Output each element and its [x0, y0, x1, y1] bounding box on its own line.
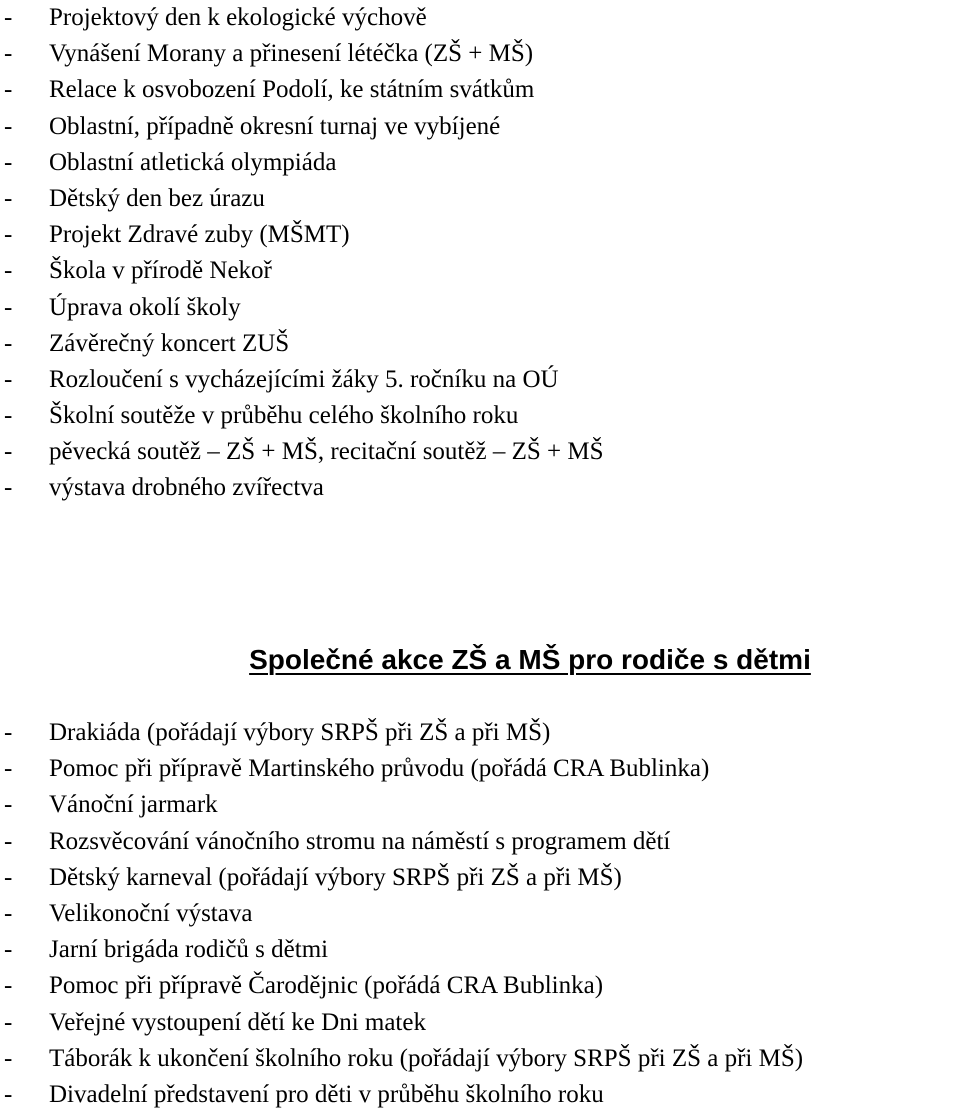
list-item-text: Táborák k ukončení školního roku (pořádají výbory SRPŠ při ZŠ a při MŠ) [49, 1044, 804, 1072]
list-item-text: Velikonoční výstava [49, 899, 253, 927]
section-heading-text: Společné akce ZŠ a MŠ pro rodiče s dětmi [249, 644, 811, 675]
list-item-text: Vánoční jarmark [49, 791, 218, 819]
list-item-text: Divadelní představení pro děti v průběhu školního roku [49, 1080, 604, 1108]
list-item-text: Oblastní, případně okresní turnaj ve vybíjené [49, 112, 501, 140]
list-item-text: Projektový den k ekologické výchově [49, 4, 427, 31]
list-dash: - [4, 257, 13, 285]
list-item-text: Drakiáda (pořádají výbory SRPŠ při ZŠ a při MŠ) [49, 719, 551, 746]
list-item-text: Závěrečný koncert ZUŠ [49, 329, 290, 357]
list-item-text: Relace k osvobození Podolí, ke státním svátkům [49, 76, 535, 104]
list-item-text: Veřejné vystoupení dětí ke Dni matek [49, 1008, 426, 1036]
list-dash: - [4, 1080, 13, 1108]
list-dash: - [4, 4, 13, 31]
list-item-text: Rozsvěcování vánočního stromu na náměstí s programem dětí [49, 827, 671, 855]
list-dash: - [4, 936, 13, 964]
list-dash: - [4, 755, 13, 783]
list-dash: - [4, 40, 13, 68]
list-dash: - [4, 293, 13, 321]
list-dash: - [4, 1044, 13, 1072]
list-item-text: pěvecká soutěž – ZŠ + MŠ, recitační soutěž – ZŠ + MŠ [49, 438, 604, 466]
section-heading [0, 640, 960, 680]
list-dash: - [4, 221, 13, 249]
list-item-text: Rozloučení s vycházejícími žáky 5. ročníku na OÚ [49, 365, 559, 393]
list-item-text: Škola v přírodě Nekoř [49, 257, 272, 285]
list-dash: - [4, 791, 13, 819]
list-item-text: Vynášení Morany a přinesení létéčka (ZŠ + MŠ) [49, 40, 534, 68]
list-dash: - [4, 76, 13, 104]
list-dash: - [4, 827, 13, 855]
list-dash: - [4, 365, 13, 393]
list-item-text: Úprava okolí školy [49, 293, 241, 321]
list-dash: - [4, 1008, 13, 1036]
list-item-text: Oblastní atletická olympiáda [49, 148, 337, 176]
list-item-text: Pomoc při přípravě Martinského průvodu (pořádá CRA Bublinka) [49, 755, 710, 783]
list-dash: - [4, 474, 13, 502]
list-dash: - [4, 899, 13, 927]
list-dash: - [4, 972, 13, 1000]
list-dash: - [4, 329, 13, 357]
list-dash: - [4, 402, 13, 430]
list-dash: - [4, 184, 13, 212]
list-dash: - [4, 719, 13, 746]
list-dash: - [4, 112, 13, 140]
list-item-text: výstava drobného zvířectva [49, 474, 324, 502]
list-dash: - [4, 148, 13, 176]
list-dash: - [4, 863, 13, 891]
list-item-text: Jarní brigáda rodičů s dětmi [49, 936, 329, 964]
list-item-text: Dětský den bez úrazu [49, 184, 265, 212]
list-item-text: Školní soutěže v průběhu celého školního roku [49, 402, 519, 430]
list-item-text: Projekt Zdravé zuby (MŠMT) [49, 221, 350, 249]
list-dash: - [4, 438, 13, 466]
list-item-text: Dětský karneval (pořádají výbory SRPŠ při ZŠ a při MŠ) [49, 863, 622, 891]
list-item-text: Pomoc při přípravě Čarodějnic (pořádá CRA Bublinka) [49, 972, 604, 1000]
